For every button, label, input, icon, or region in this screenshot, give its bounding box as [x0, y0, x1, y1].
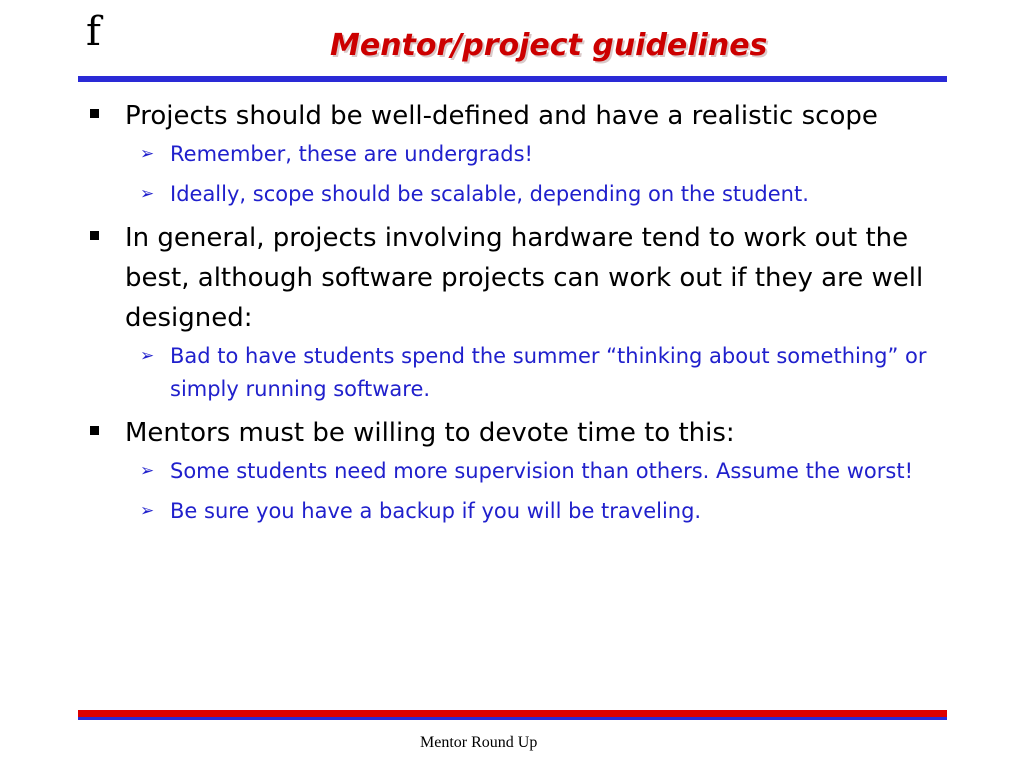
- top-divider: [78, 76, 947, 82]
- bullet-text: Mentors must be willing to devote time to this:: [125, 418, 735, 448]
- sub-bullet-item: [88, 178, 948, 211]
- bottom-divider: [78, 710, 947, 717]
- arrow-bullet-icon: ➢: [140, 144, 155, 164]
- bullet-item: [88, 96, 948, 136]
- bullet-list: [88, 96, 948, 535]
- logo-glyph: f: [86, 9, 101, 55]
- bullet-item: [88, 218, 948, 338]
- bullet-item: [88, 413, 948, 453]
- footer-text: Mentor Round Up: [420, 734, 538, 751]
- sub-bullet-item: [88, 340, 948, 406]
- sub-bullet-item: [88, 495, 948, 528]
- sub-bullet-item: [88, 455, 948, 488]
- sub-bullet-item: [88, 138, 948, 171]
- square-bullet-icon: [90, 231, 99, 240]
- sub-bullet-text: Some students need more supervision than others. Assume the worst!: [170, 459, 913, 483]
- square-bullet-icon: [90, 109, 99, 118]
- slide-title: Mentor/project guidelines: [330, 28, 768, 63]
- sub-bullet-text: Ideally, scope should be scalable, depending on the student.: [170, 182, 809, 206]
- arrow-bullet-icon: ➢: [140, 346, 155, 366]
- sub-bullet-text: Be sure you have a backup if you will be traveling.: [170, 499, 702, 523]
- bullet-text: In general, projects involving hardware tend to work out the best, although software projects can work out if they are well designed:: [125, 223, 924, 333]
- sub-bullet-text: Remember, these are undergrads!: [170, 142, 533, 166]
- sub-bullet-text: Bad to have students spend the summer “thinking about something” or simply running software.: [170, 344, 927, 401]
- arrow-bullet-icon: ➢: [140, 501, 155, 521]
- arrow-bullet-icon: ➢: [140, 184, 155, 204]
- square-bullet-icon: [90, 426, 99, 435]
- arrow-bullet-icon: ➢: [140, 461, 155, 481]
- bullet-text: Projects should be well-defined and have a realistic scope: [125, 101, 878, 131]
